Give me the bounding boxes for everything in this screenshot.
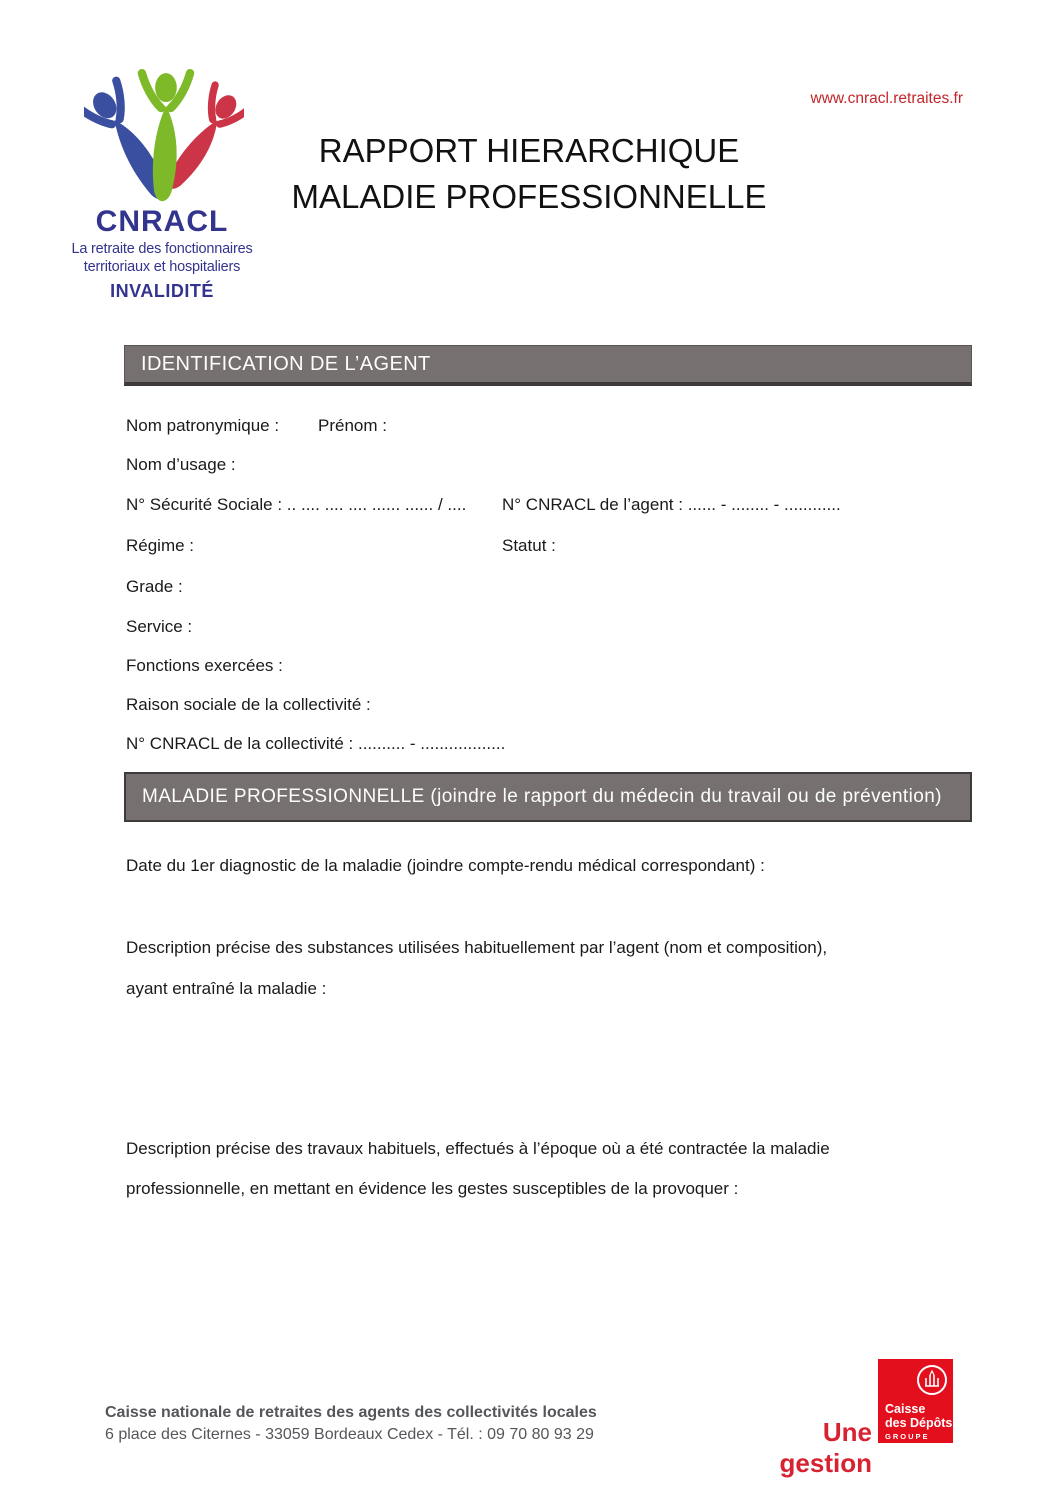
- section-header-identification: IDENTIFICATION DE L’AGENT: [124, 345, 972, 386]
- form-row-fonctions: [126, 655, 972, 677]
- footer-organization: Caisse nationale de retraites des agents des collectivités locales: [105, 1404, 597, 1421]
- cdc-logo-line2: des Dépôts: [885, 1415, 953, 1430]
- form-row-cnracl-collectivite: [126, 733, 972, 755]
- question-travaux-line1: Description précise des travaux habituels, effectués à l’époque où a été contractée la maladie: [126, 1139, 830, 1158]
- form-row-nom-usage: [126, 454, 972, 476]
- field-label-fonctions-exercees: Fonctions exercées :: [126, 656, 283, 675]
- page-title-line1: RAPPORT HIERARCHIQUE: [318, 132, 740, 169]
- field-label-cnracl-collectivite: N° CNRACL de la collectivité : .......... - ..................: [126, 734, 506, 753]
- field-label-nom-patronymique: Nom patronymique :: [126, 416, 280, 435]
- caisse-des-depots-logo: [878, 1359, 953, 1443]
- logo-invalidite-badge: INVALIDITÉ: [110, 281, 214, 301]
- form-row-regime-statut: [126, 535, 972, 557]
- logo-acronym: CNRACL: [95, 205, 229, 238]
- form-row-grade: [126, 576, 972, 598]
- form-row-numeros: [126, 494, 972, 516]
- question-substances-line2: ayant entraîné la maladie :: [126, 979, 327, 998]
- field-label-prenom: Prénom :: [318, 416, 387, 435]
- field-label-regime: Régime :: [126, 536, 195, 555]
- field-label-raison-sociale: Raison sociale de la collectivité :: [126, 695, 371, 714]
- field-label-statut: Statut :: [502, 536, 556, 555]
- footer-address: 6 place des Citernes - 33059 Bordeaux Cedex - Tél. : 09 70 80 93 29: [105, 1426, 594, 1443]
- field-label-service: Service :: [126, 617, 193, 636]
- field-label-securite-sociale: N° Sécurité Sociale : .. .... .... .... ...... ...... / ....: [126, 495, 467, 514]
- question-substances-line1: Description précise des substances utilisées habituellement par l’agent (nom et composition),: [126, 938, 828, 957]
- question-travaux-line2: professionnelle, en mettant en évidence les gestes susceptibles de la provoquer :: [126, 1179, 739, 1198]
- form-row-service: [126, 616, 972, 638]
- form-row-nom-prenom: [126, 415, 972, 437]
- website-url[interactable]: www.cnracl.retraites.fr: [810, 90, 963, 107]
- cdc-logo-line1: Caisse: [885, 1402, 926, 1416]
- field-label-cnracl-agent: N° CNRACL de l’agent : ...... - ........ - ............: [502, 495, 841, 514]
- section-header-maladie: MALADIE PROFESSIONNELLE (joindre le rapport du médecin du travail ou de prévention): [124, 772, 972, 822]
- logo-tagline-line2: territoriaux et hospitaliers: [83, 259, 241, 275]
- form-row-raison-sociale: [126, 694, 972, 716]
- page-title-line2: MALADIE PROFESSIONNELLE: [291, 178, 767, 215]
- cdc-emblem-icon: [912, 1361, 952, 1401]
- field-label-nom-usage: Nom d’usage :: [126, 455, 236, 474]
- logo-tagline-line1: La retraite des fonctionnaires: [71, 241, 253, 257]
- une-gestion-label: Une gestion: [779, 1417, 872, 1478]
- cdc-logo-groupe: GROUPE: [885, 1432, 930, 1441]
- field-label-grade: Grade :: [126, 577, 183, 596]
- question-date-diagnostic: Date du 1er diagnostic de la maladie (joindre compte-rendu médical correspondant) :: [126, 856, 765, 875]
- page-title: [0, 128, 1058, 220]
